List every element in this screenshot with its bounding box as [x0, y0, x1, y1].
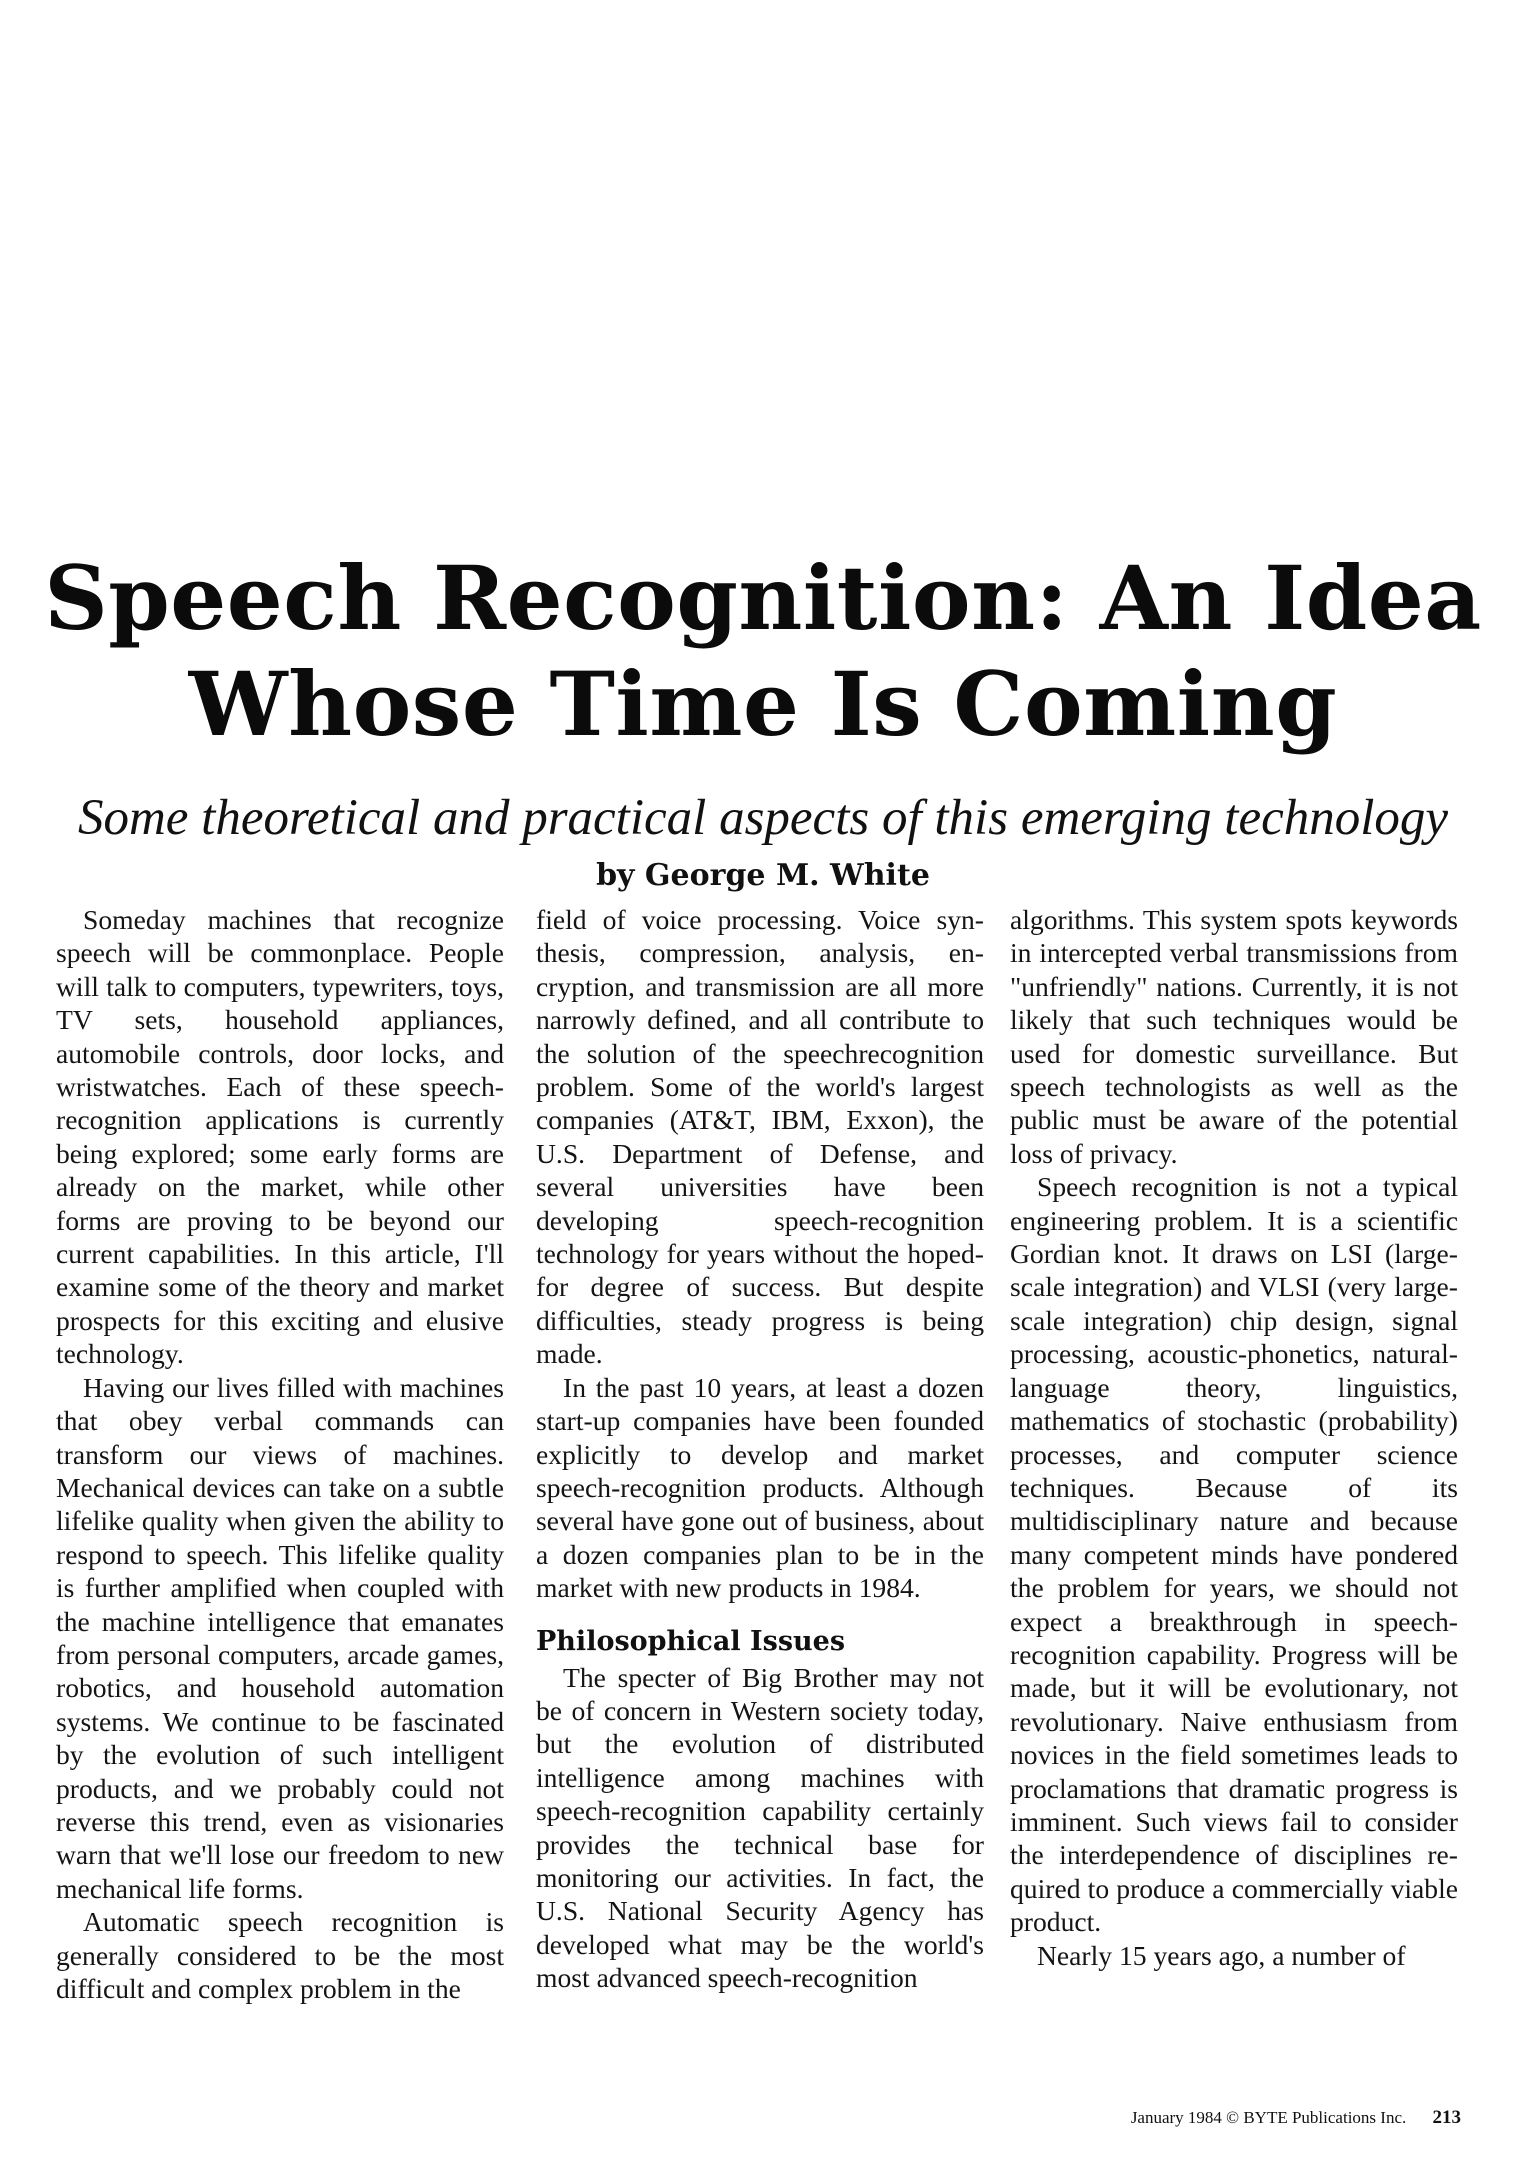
body-paragraph: Having our lives filled with machines that obey verbal commands can transform our views of machines. Mechanical devices can take on a subtle lifelike quality when given the ability to respond to speech. This lifelike quality is further amplified when coupled with the machine intelligence that emanates from personal computers, arcade games, robotics, and household automation systems. We continue to be fascinated by the evolution of such intelligent products, and we probably could not reverse this trend, even as visionaries warn that we'll lose our freedom to new mechanical life forms.: [56, 1371, 504, 1904]
page-number: 213: [1432, 2107, 1461, 2128]
article-title-line-1: Speech Recognition: An Idea: [44, 546, 1482, 650]
article-title: [0, 545, 1526, 757]
body-paragraph: Speech recognition is not a typical engineering problem. It is a scientific Gordian knot. It draws on LSI (large-scale integration) and VLSI (very large-scale integration) chip design, signal processing, acoustic-phonetics, natural-language theory, linguistics, mathematics of stochastic (probability) processes, and computer science techniques. Because of its multidisciplinary nature and because many competent minds have pondered the problem for years, we should not expect a breakthrough in speech-recognition capability. Progress will be made, but it will be evolutionary, not revolutionary. Naive enthusiasm from novices in the field sometimes leads to proclamations that dramatic progress is imminent. Such views fail to consider the interdependence of disciplines required to produce a commercially viable product.: [1010, 1171, 1458, 1938]
text-column-2: [536, 903, 984, 1995]
body-paragraph: Automatic speech recognition is generally considered to be the most difficult and complex problem in the: [56, 1906, 504, 2004]
article-subtitle: Some theoretical and practical aspects of this emerging technology: [77, 790, 1449, 846]
article-title-line-2: Whose Time Is Coming: [188, 652, 1338, 756]
author-byline: by George M. White: [596, 858, 930, 893]
body-paragraph: algorithms. This system spots keywords in intercepted verbal transmissions from "unfriendly" nations. Currently, it is not likely that such techniques would be used for domestic surveillance. But speech technologists as well as the public must be aware of the potential loss of privacy.: [1010, 904, 1458, 1169]
body-paragraph: Nearly 15 years ago, a number of: [1037, 1939, 1406, 1971]
page-footer: [1131, 2106, 1461, 2130]
body-paragraph: In the past 10 years, at least a dozen start-up companies have been founded explicitly to develop and market speech-recognition products. Although several have gone out of business, about a dozen companies plan to be in the market with new products in 1984.: [536, 1371, 984, 1604]
text-column-1: [56, 903, 504, 2005]
section-heading: Philosophical Issues: [536, 1625, 846, 1657]
text-column-3: [1010, 903, 1458, 1972]
body-paragraph: The specter of Big Brother may not be of concern in Western society today, but the evolution of distributed intelligence among machines with speech-recognition capability certainly provides the technical base for monitoring our activities. In fact, the U.S. National Security Agency has developed what may be the world's most advanced speech-recognition: [536, 1661, 984, 1994]
publication-credit: January 1984 © BYTE Publications Inc.: [1130, 2108, 1407, 2127]
body-paragraph: field of voice processing. Voice synthesis, compression, analysis, encryption, and transmission are all more narrowly defined, and all contribute to the solution of the speechrecognition problem. Some of the world's largest companies (AT&T, IBM, Exxon), the U.S. Department of Defense, and several universities have been developing speech-recognition technology for years without the hoped-for degree of success. But despite difficulties, steady progress is being made.: [536, 904, 984, 1370]
body-paragraph: Someday machines that recognize speech will be commonplace. People will talk to computers, typewriters, toys, TV sets, household appliances, automobile controls, door locks, and wristwatches. Each of these speechrecognition applications is currently being explored; some early forms are already on the market, while other forms are proving to be beyond our current capabilities. In this article, I'll examine some of the theory and market prospects for this exciting and elusive technology.: [56, 904, 504, 1370]
